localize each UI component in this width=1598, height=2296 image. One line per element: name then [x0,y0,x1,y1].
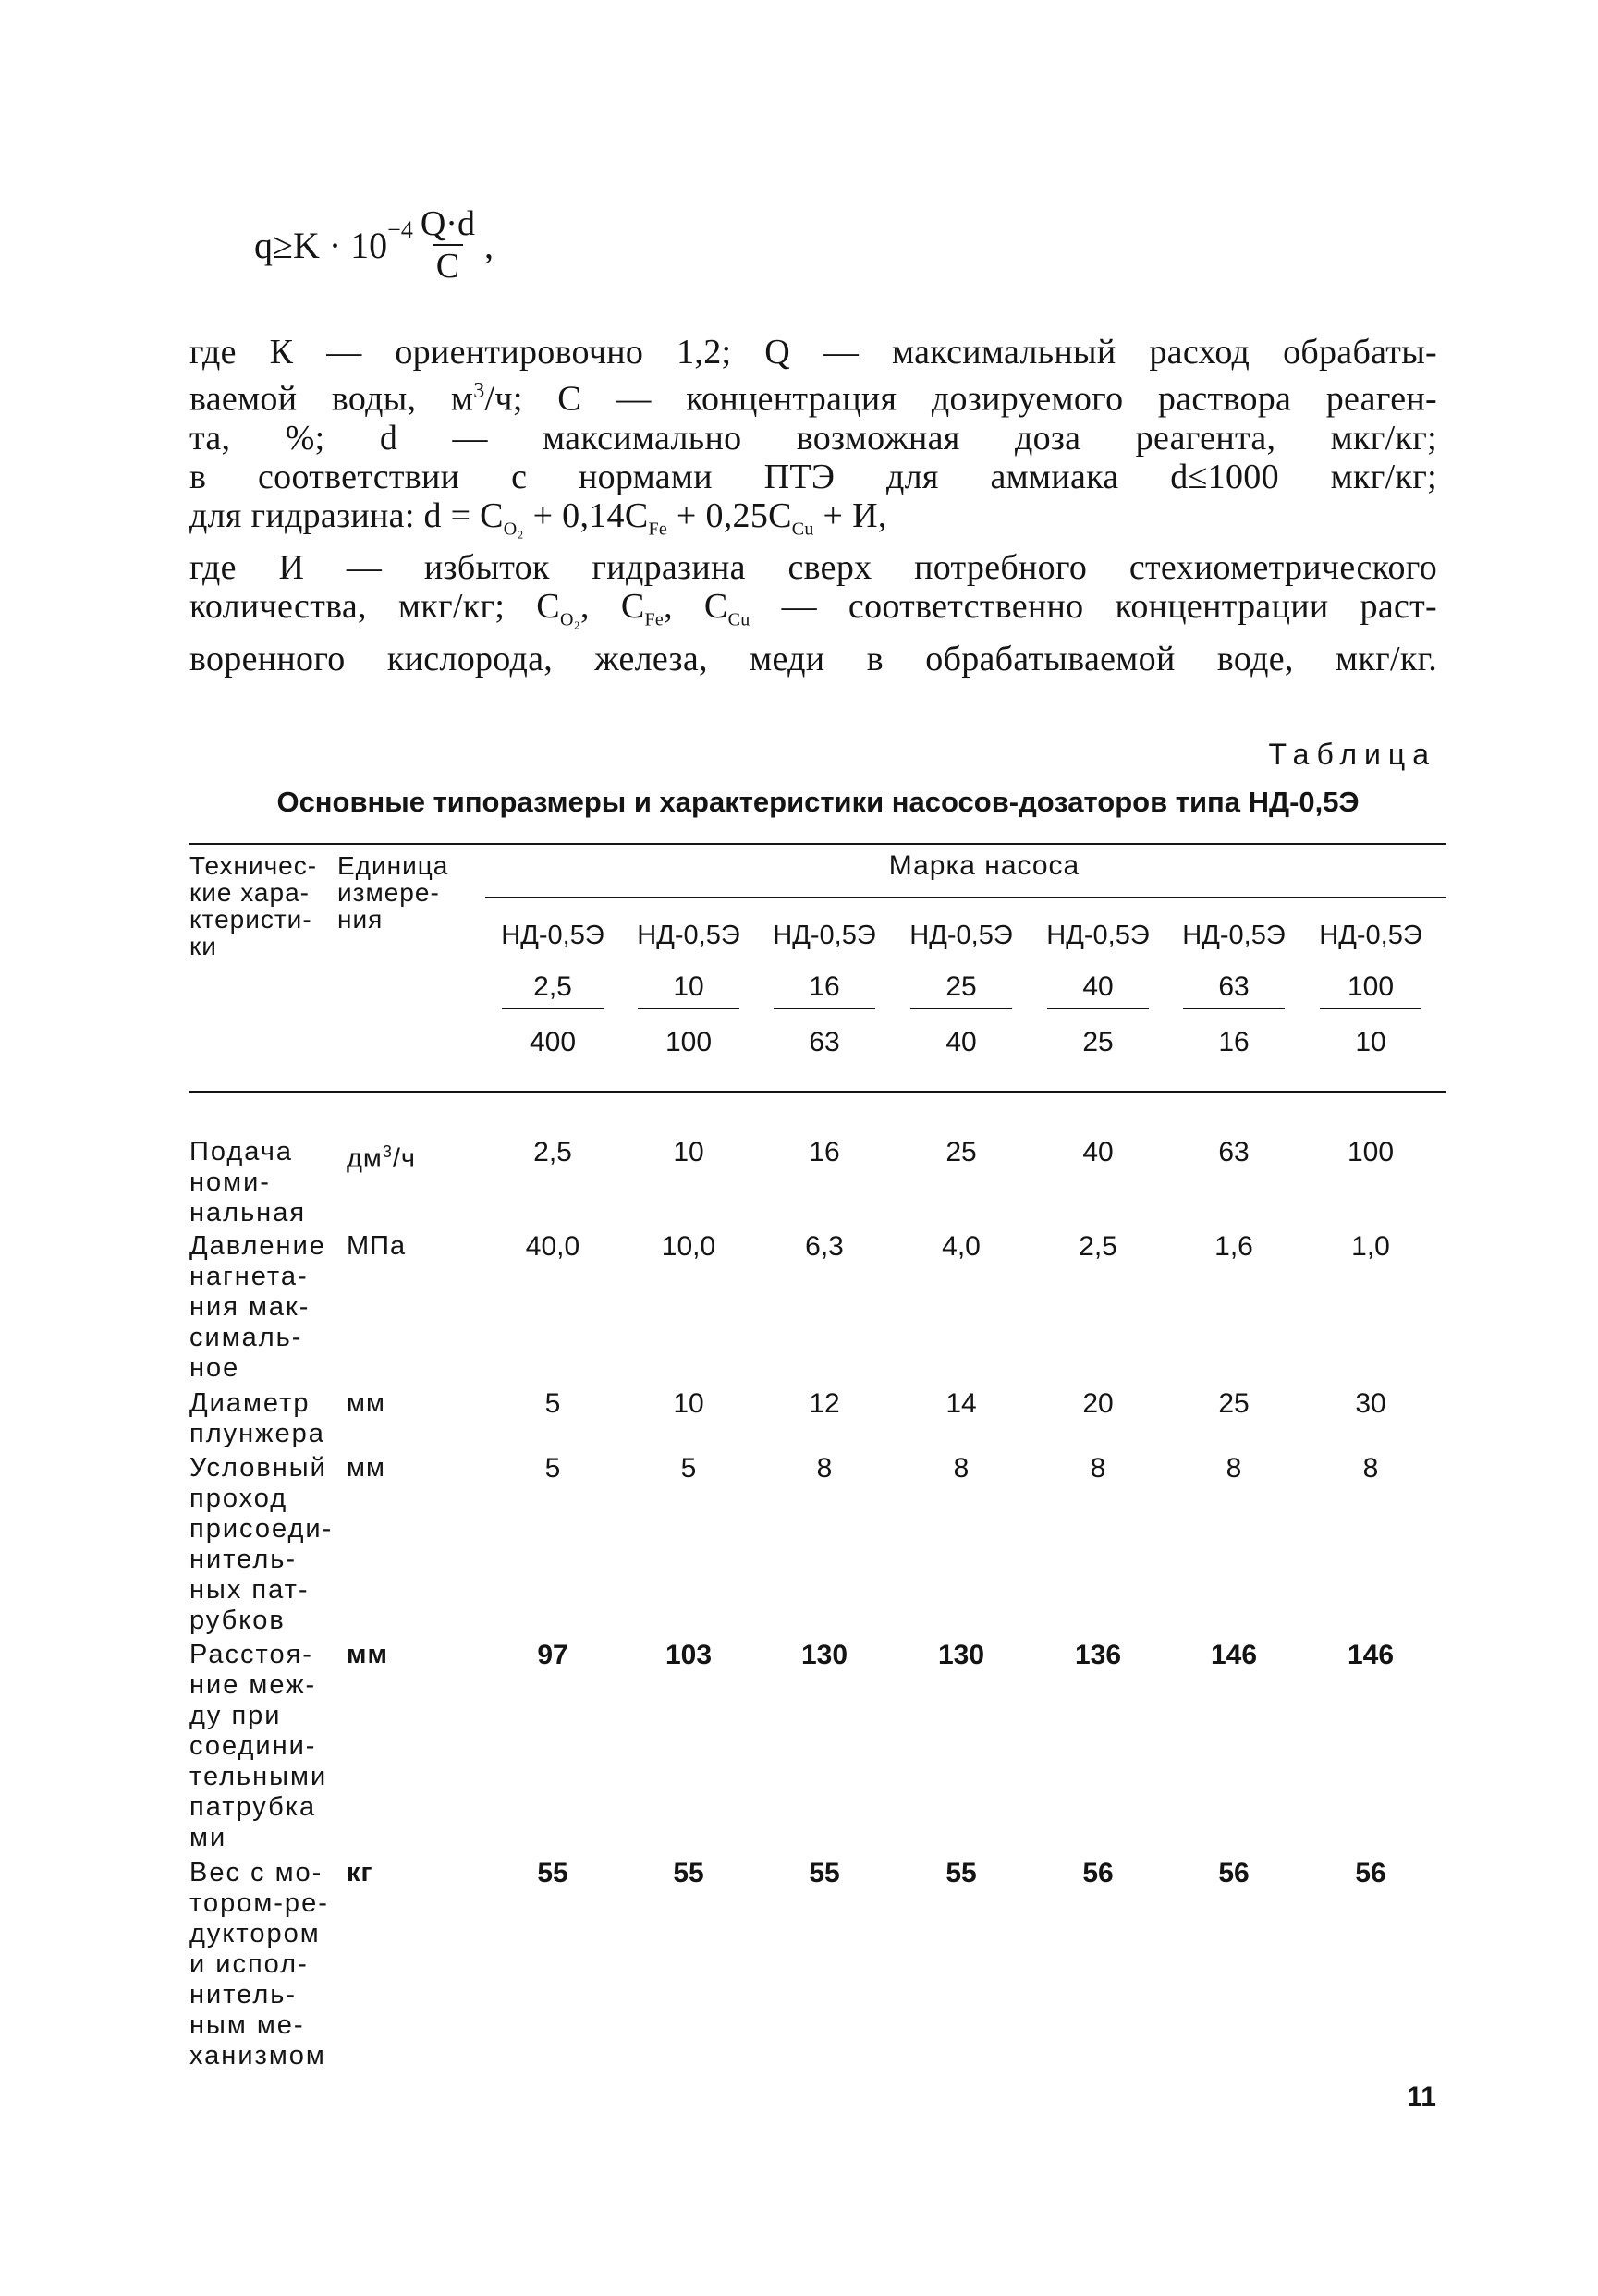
cell-value: 8 [1226,1453,1242,1484]
fraction-bar [1320,1008,1421,1009]
pump-column-header [483,917,622,1061]
cell-value: 8 [1362,1453,1379,1484]
pump-column-header [1029,917,1167,1061]
cell-value: 20 [1082,1388,1114,1419]
fraction-bar [1047,1008,1149,1009]
row-unit: мм [347,1640,388,1669]
table-caption: Основные типоразмеры и характеристики насосов-дозаторов типа НД-0,5Э [276,786,1360,818]
cell-value: 146 [1347,1640,1395,1670]
cell-value: 8 [816,1453,833,1484]
cell-value: 55 [945,1858,977,1888]
row-label: Подача номи- нальная [189,1137,307,1227]
row-unit: мм [347,1453,385,1483]
header-unit: Единица измере- ния [337,851,449,934]
pump-size-denominator: 400 [529,1027,577,1057]
pump-size-numerator: 63 [1218,971,1250,1002]
cell-value: 16 [809,1137,840,1167]
cell-value: 55 [537,1858,568,1888]
cell-value: 10,0 [661,1231,716,1262]
paragraph-line: количества, мкг/кг; $C_{O_2}$, $C_{Fe}$, $C_{Cu}$ — соответственно концентрации раст- [189,587,1438,630]
row-label: Давление нагнета- ния мак- сималь- ное [189,1231,326,1383]
paragraph-line: где И — избыток гидразина сверх потребного стехиометрического [189,548,1437,588]
cell-value: 130 [937,1640,985,1670]
pump-name: НД-0,5Э [637,921,740,950]
cell-value: 40,0 [525,1231,580,1262]
fraction-bar [1183,1008,1285,1009]
table-top-rule [189,843,1446,845]
paragraph-line: воренного кислорода, железа, меди в обрабатываемой воде, мкг/кг. [189,639,1437,678]
cell-value: 100 [1347,1137,1395,1167]
cell-value: 12 [809,1388,840,1419]
cell-value: 56 [1218,1858,1250,1888]
paragraph-line: ваемой воды, $м^3/ч$; С — концентрация дозируемого раствора реаген- [189,379,1437,419]
pump-name: НД-0,5Э [773,921,876,950]
pump-size-numerator: 10 [673,971,704,1002]
cell-value: 10 [673,1137,704,1167]
pump-name: НД-0,5Э [501,921,604,950]
table-header-rule [189,1091,1446,1093]
paragraph-line: в соответствии с нормами ПТЭ для аммиака d≤1000 мкг/кг; [189,457,1437,496]
formula-denominator: C [433,244,463,287]
cell-value: 56 [1355,1858,1386,1888]
cell-value: 1,0 [1351,1231,1390,1262]
pump-name: НД-0,5Э [1319,921,1422,950]
pump-size-denominator: 63 [809,1027,840,1057]
row-label: Расстоя- ние меж- ду при соедини- тельными патрубка ми [189,1640,328,1852]
cell-value: 1,6 [1214,1231,1253,1262]
cell-value: 146 [1210,1640,1258,1670]
cell-value: 4,0 [942,1231,981,1262]
paragraph-line: та, %; d — максимально возможная доза реагента, мкг/кг; [189,418,1437,458]
formula-fraction [417,203,479,287]
cell-value: 130 [800,1640,848,1670]
pump-column-header [1301,917,1440,1061]
cell-value: 25 [1218,1388,1250,1419]
formula [254,189,494,300]
fraction-bar [910,1008,1012,1009]
row-label: Условный проход присоеди- нитель- ных пат- рубков [189,1453,334,1635]
pump-size-numerator: 40 [1082,971,1114,1002]
brand-subrule [485,897,1446,898]
row-label: Вес с мо- тором-ре- дуктором и испол- нитель- ным ме- ханизмом [189,1858,329,2070]
pump-size-numerator: 25 [945,971,977,1002]
cell-value: 5 [680,1453,697,1484]
cell-value: 136 [1074,1640,1122,1670]
fraction-bar [774,1008,875,1009]
table-label: Таблица [1268,738,1436,771]
cell-value: 97 [537,1640,568,1670]
pump-name: НД-0,5Э [1046,921,1150,950]
header-characteristics: Техничес- кие хара- ктеристи- ки [189,851,318,960]
cell-value: 10 [673,1388,704,1419]
page-number: 11 [1407,2082,1436,2112]
fraction-bar [502,1008,604,1009]
pump-size-denominator: 10 [1355,1027,1386,1057]
cell-value: 40 [1082,1137,1114,1167]
pump-size-denominator: 100 [665,1027,713,1057]
cell-value: 5 [544,1453,561,1484]
pump-size-denominator: 40 [945,1027,977,1057]
explanation-paragraph [189,333,1437,678]
cell-value: 55 [809,1858,840,1888]
pump-name: НД-0,5Э [1182,921,1286,950]
pump-size-numerator: 2,5 [533,971,572,1002]
pump-size-numerator: 100 [1347,971,1395,1002]
pump-name: НД-0,5Э [909,921,1013,950]
pump-size-numerator: 16 [809,971,840,1002]
row-unit: МПа [347,1231,407,1261]
cell-value: 8 [1090,1453,1106,1484]
pump-column-header [755,917,894,1061]
cell-value: 63 [1218,1137,1250,1167]
paragraph-line: для гидразина: $d = C_{O_2} + 0,14C_{Fe} + 0,25C_{Cu} + И$, [189,495,887,540]
pump-column-header [1165,917,1303,1061]
cell-value: 55 [673,1858,704,1888]
row-unit: $дм^3/ч$ [347,1142,417,1174]
formula-exponent: −4 [387,216,413,243]
pump-column-header [892,917,1031,1061]
fraction-bar [638,1008,739,1009]
cell-value: 2,5 [1079,1231,1117,1262]
pump-column-header [619,917,758,1061]
cell-value: 103 [665,1640,713,1670]
row-label: Диаметр плунжера [189,1388,325,1448]
formula-numerator: Q·d [420,204,475,243]
cell-value: 2,5 [533,1137,572,1167]
cell-value: 8 [953,1453,970,1484]
row-unit: мм [347,1388,385,1418]
cell-value: 25 [945,1137,977,1167]
formula-lhs: q≥K · 10 [254,224,388,266]
row-unit: кг [347,1858,373,1887]
pump-size-denominator: 16 [1218,1027,1250,1057]
cell-value: 5 [544,1388,561,1419]
cell-value: 56 [1082,1858,1114,1888]
cell-value: 6,3 [805,1231,844,1262]
cell-value: 14 [945,1388,977,1419]
brand-header: Марка насоса [888,850,1080,881]
formula-tail: , [483,224,494,266]
paragraph-line: где К — ориентировочно 1,2; Q — максимальный расход обрабаты- [189,333,1437,372]
cell-value: 30 [1355,1388,1386,1419]
pump-size-denominator: 25 [1082,1027,1114,1057]
